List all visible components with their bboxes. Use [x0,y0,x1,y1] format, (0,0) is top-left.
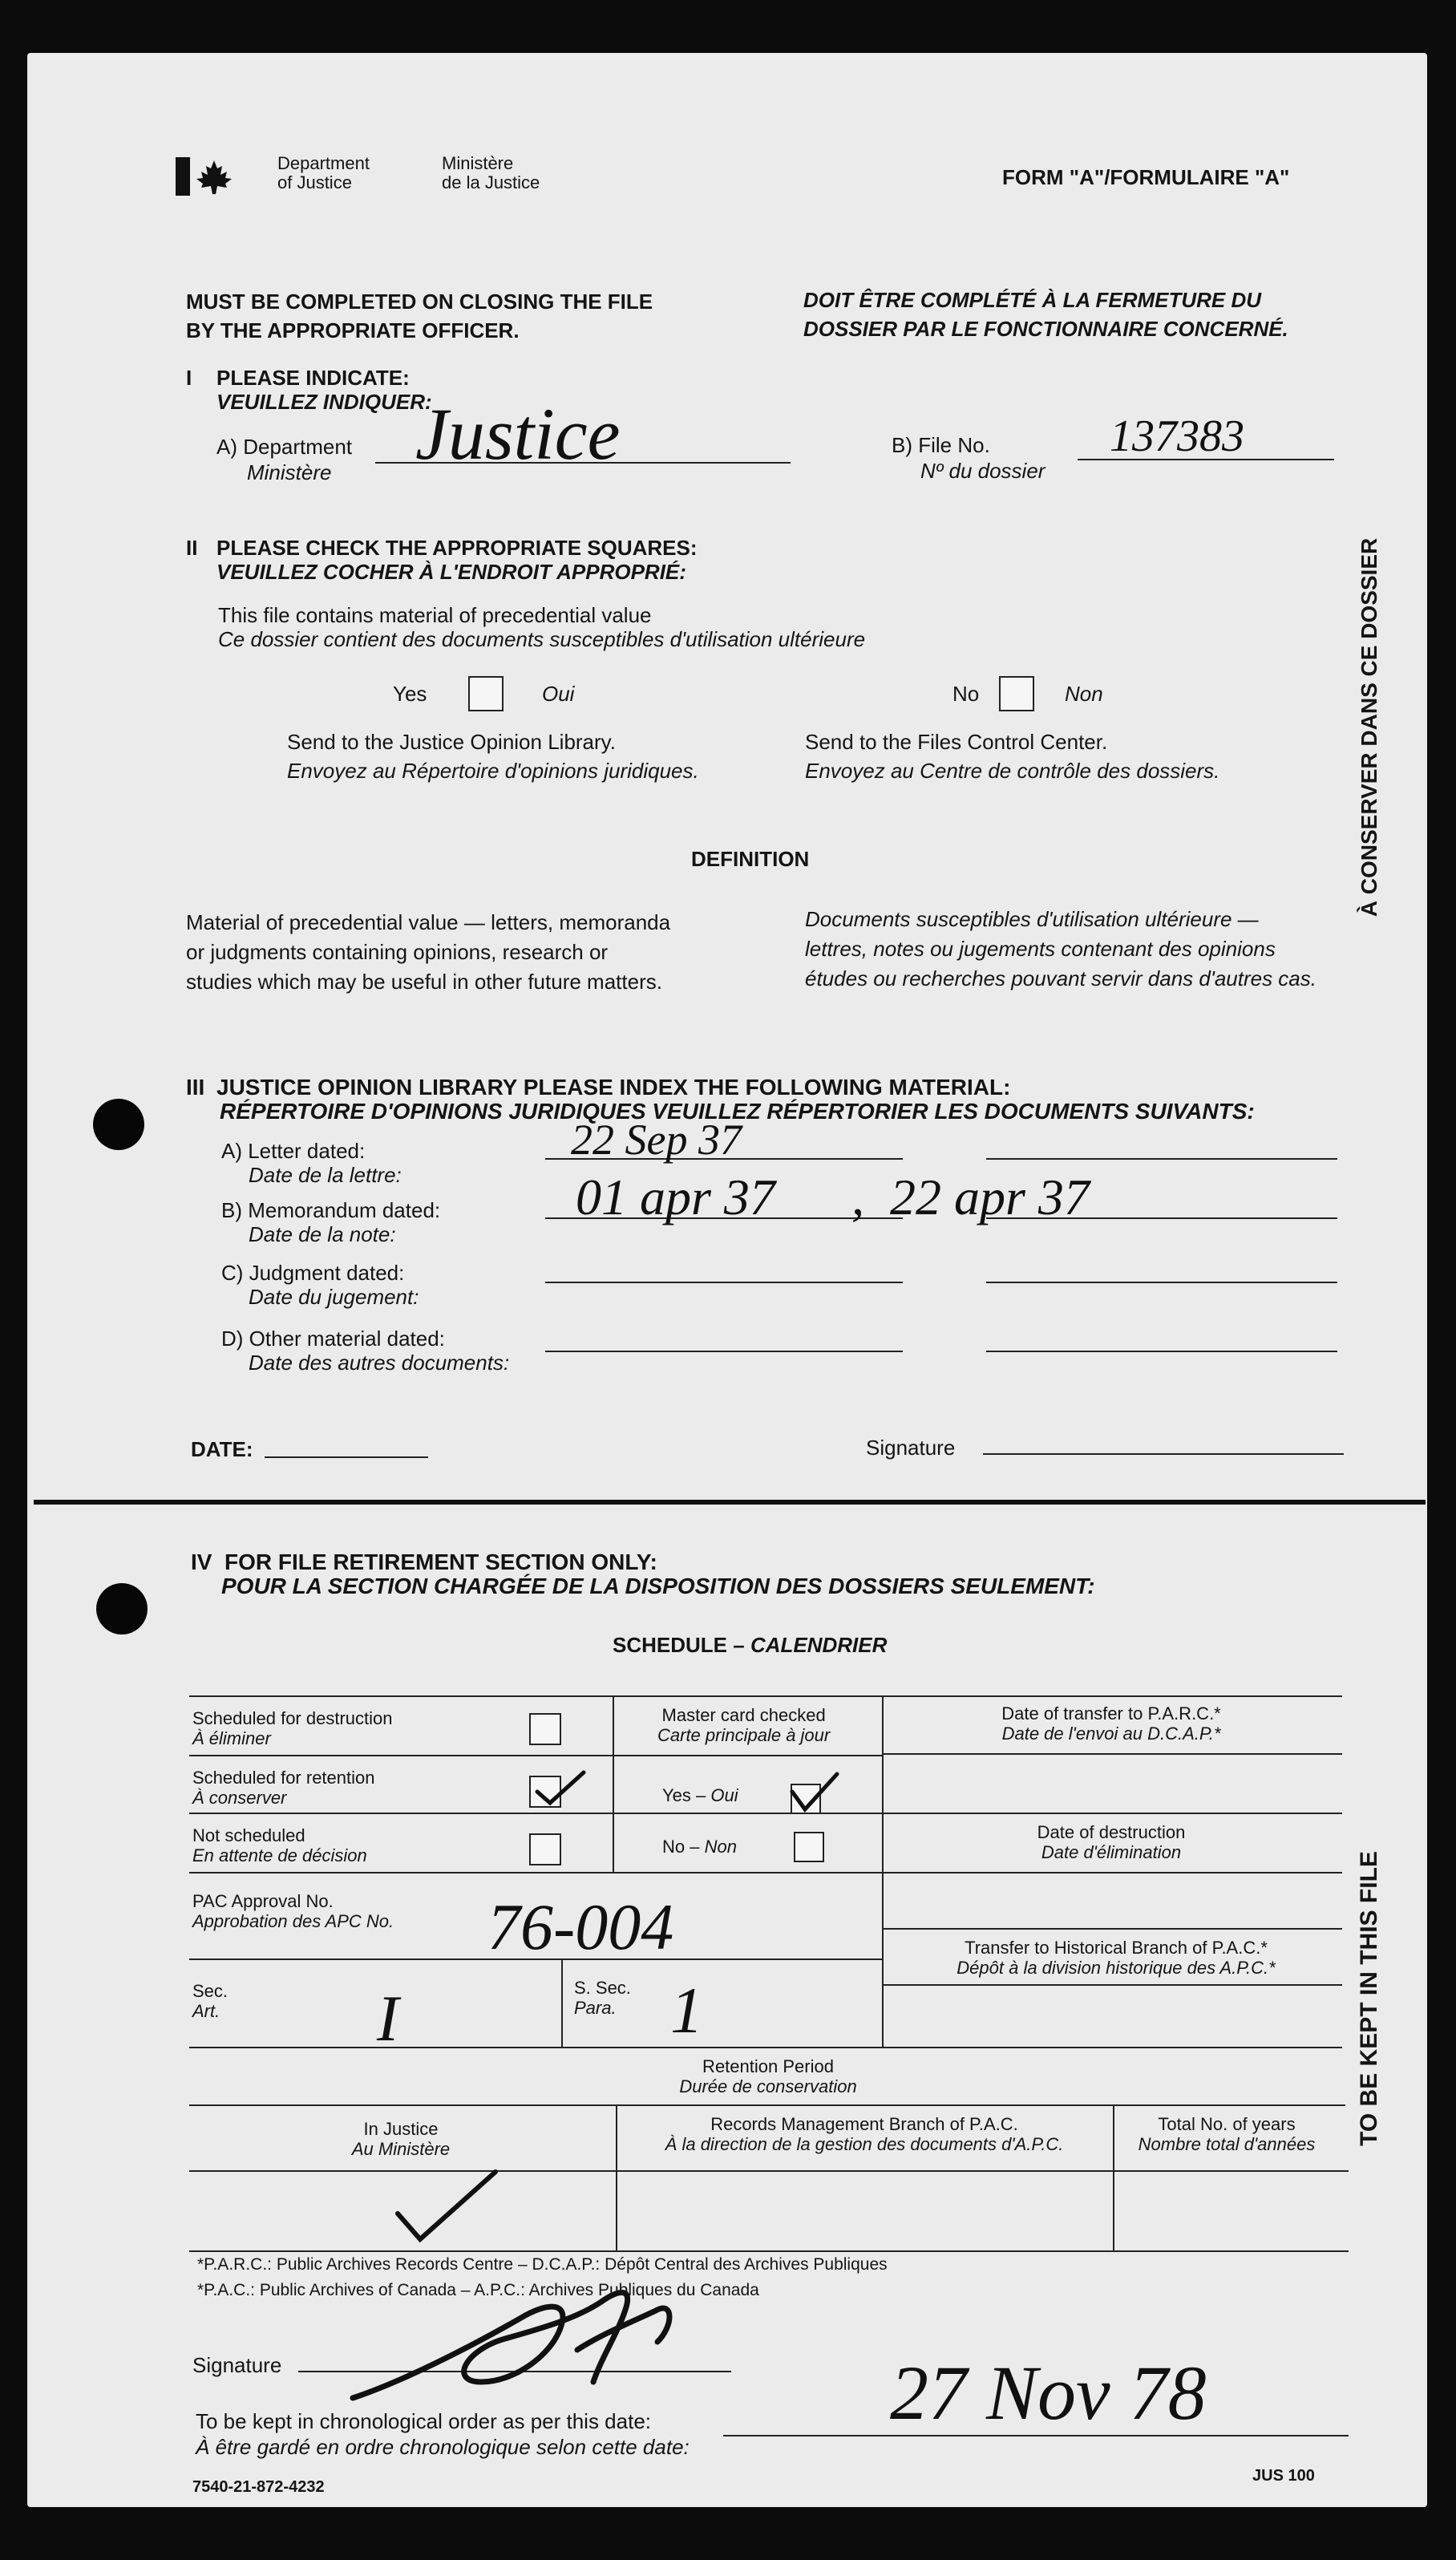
s1-title: PLEASE INDICATE: [216,366,410,390]
grid-row-2 [189,1813,882,1814]
s4-signature-label: Signature [192,2353,282,2377]
transfer-date-label: Date of transfer to P.A.R.C.* Date de l'envoi au D.C.A.P.* [1001,1703,1221,1744]
letter-line-2 [986,1158,1337,1160]
non-label: Non [1065,682,1103,706]
destruction-label: Scheduled for destruction À éliminer [192,1708,393,1748]
s3-signature-label: Signature [866,1436,956,1460]
definition-en: Material of precedential value — letters, memoranda or judgments containing opinions, research or studies which may be useful in other future matters. [186,910,671,994]
punch-hole-top [93,1099,144,1150]
grid-col-sec [561,1958,563,2047]
s2-num: II [186,536,198,560]
judgment-label: C) Judgment dated: [221,1261,405,1285]
s3-date-label: DATE: [191,1437,253,1461]
master-no-label: No – Non [662,1837,737,1857]
retention-period-label: Retention Period Durée de conservation [679,2056,857,2096]
send-files: Send to the Files Control Center. [805,730,1108,754]
pac-label: PAC Approval No. Approbation des APC No. [192,1891,394,1931]
retention-label: Scheduled for retention À conserver [192,1768,375,1808]
judgment-label-fr: Date du jugement: [249,1285,419,1309]
send-library-fr: Envoyez au Répertoire d'opinions juridiques. [287,759,699,783]
send-library: Send to the Justice Opinion Library. [287,730,616,754]
definition-fr: Documents susceptibles d'utilisation ultérieure — lettres, notes ou jugements contenant des opinions études ou recherches pouvant servir dans d'autres cas. [805,907,1316,990]
chrono-label-fr: À être gardé en ordre chronologique selon cette date: [196,2435,690,2459]
s3-date-line [265,1456,428,1458]
memo-label-fr: Date de la note: [249,1222,396,1246]
sec-label: Sec. Art. [192,1981,229,2021]
s3-title: JUSTICE OPINION LIBRARY PLEASE INDEX THE FOLLOWING MATERIAL: [216,1075,1011,1100]
oui-label: Oui [542,682,575,706]
ssec-value: 1 [670,1974,703,2047]
s1-title-fr: VEUILLEZ INDIQUER: [216,390,432,414]
grid-row-5 [189,2047,1342,2048]
canada-flag-logo [176,157,240,196]
dept-fr: Ministère de la Justice [442,153,540,192]
dept-label-fr: Ministère [247,460,332,484]
chrono-date-value: 27 Nov 78 [890,2350,1207,2436]
s2-line1-fr: Ce dossier contient des documents susceptibles d'utilisation ultérieure [218,627,866,651]
grid-row-2b [882,1813,1342,1814]
schedule-title: SCHEDULE – CALENDRIER [613,1633,888,1657]
intro-fr: DOIT ÊTRE COMPLÉTÉ À LA FERMETURE DU DOSSIER PAR LE FONCTIONNAIRE CONCERNÉ. [803,288,1288,341]
sec-value: I [377,1982,399,2055]
dept-label: A) Department [216,435,353,459]
in-justice-check-mark [391,2165,504,2246]
in-justice-label: In Justice Au Ministère [351,2119,451,2159]
file-value: 137383 [1110,411,1244,461]
section-divider [34,1500,1426,1505]
handwritten-signature [337,2262,690,2422]
grid-row-1 [189,1755,882,1756]
master-no-checkbox[interactable] [794,1832,824,1862]
jus-code: JUS 100 [1252,2467,1315,2485]
yes-checkbox[interactable] [468,676,504,711]
grid-row-3b [882,1928,1342,1930]
judgment-line-2 [986,1282,1337,1283]
punch-hole-bottom [96,1583,148,1634]
s4-title-fr: POUR LA SECTION CHARGÉE DE LA DISPOSITION DES DOSSIERS SEULEMENT: [221,1574,1095,1598]
not-scheduled-label: Not scheduled En attente de décision [192,1825,367,1865]
other-label-fr: Date des autres documents: [249,1351,510,1375]
definition-title: DEFINITION [691,847,810,871]
footnote-pac: *P.A.C.: Public Archives of Canada – A.P.C.: Archives Publiques du Canada [197,2281,759,2299]
judgment-line-1 [545,1282,903,1283]
s3-signature-line [983,1453,1344,1455]
grid-col-2 [882,1695,884,2047]
s2-title-fr: VEUILLEZ COCHER À L'ENDROIT APPROPRIÉ: [216,560,686,584]
other-line-1 [545,1351,903,1352]
footnote-parc: *P.A.R.C.: Public Archives Records Centre – D.C.A.P.: Dépôt Central des Archives Publiques [197,2255,888,2274]
memo-label: B) Memorandum dated: [221,1198,441,1222]
other-label: D) Other material dated: [221,1327,445,1351]
file-label: B) File No. [892,433,990,457]
letter-label-fr: Date de la lettre: [249,1163,402,1187]
s4-title: FOR FILE RETIREMENT SECTION ONLY: [224,1549,657,1574]
grid-top [189,1695,1342,1697]
master-card-label: Master card checked Carte principale à jour [657,1705,831,1745]
memo-value-2: 22 apr 37 [890,1169,1090,1225]
s3-num: III [186,1075,205,1100]
no-label: No [952,682,980,706]
file-label-fr: Nº du dossier [920,459,1045,483]
s4-num: IV [191,1549,212,1574]
memo-separator: , [851,1169,864,1225]
other-line-2 [986,1351,1337,1352]
total-years-label: Total No. of years Nombre total d'années [1138,2114,1316,2154]
send-files-fr: Envoyez au Centre de contrôle des dossiers. [805,759,1220,783]
chrono-label: To be kept in chronological order as per this date: [196,2409,652,2433]
side-text-top: À CONSERVER DANS CE DOSSIER [1357,537,1381,917]
grid-col-4 [1113,2104,1114,2250]
grid-row-7 [189,2170,1349,2172]
records-mgmt-label: Records Management Branch of P.A.C. À la direction de la gestion des documents d'A.P.C. [665,2114,1064,2154]
grid-row-6 [189,2104,1345,2106]
grid-col-1 [613,1695,614,1872]
grid-row-3 [189,1872,1342,1873]
destruction-checkbox[interactable] [529,1713,561,1745]
master-yes-check-mark [787,1769,843,1817]
s3-title-fr: RÉPERTOIRE D'OPINIONS JURIDIQUES VEUILLEZ RÉPERTORIER LES DOCUMENTS SUIVANTS: [220,1099,1255,1124]
s2-title: PLEASE CHECK THE APPROPRIATE SQUARES: [216,536,698,560]
dept-value: Justice [415,393,621,475]
pac-value: 76-004 [487,1890,674,1963]
letter-label: A) Letter dated: [221,1139,366,1163]
destruction-date-label: Date of destruction Date d'élimination [1037,1822,1186,1862]
yes-label: Yes [393,682,427,706]
grid-row-1b [882,1753,1342,1755]
letter-value: 22 Sep 37 [571,1116,742,1164]
grid-bottom [189,2250,1349,2252]
historical-transfer-label: Transfer to Historical Branch of P.A.C.* Dépôt à la division historique des A.P.C.* [957,1938,1276,1978]
s2-line1: This file contains material of precedential value [218,603,652,627]
master-yes-label: Yes – Oui [662,1785,738,1805]
retention-check-mark [532,1768,588,1808]
memo-value-1: 01 apr 37 [576,1169,775,1225]
grid-col-3 [616,2104,617,2250]
form-code: 7540-21-872-4232 [192,2478,325,2496]
not-scheduled-checkbox[interactable] [529,1833,561,1865]
s1-num: I [186,366,192,390]
grid-row-4b [882,1984,1342,1986]
no-checkbox[interactable] [999,676,1034,711]
ssec-label: S. Sec. Para. [574,1978,631,2018]
intro-en: MUST BE COMPLETED ON CLOSING THE FILE BY THE APPROPRIATE OFFICER. [186,290,653,342]
side-text-bottom: TO BE KEPT IN THIS FILE [1356,1851,1382,2146]
dept-en: Department of Justice [277,153,370,192]
form-label: FORM "A"/FORMULAIRE "A" [1002,165,1290,189]
